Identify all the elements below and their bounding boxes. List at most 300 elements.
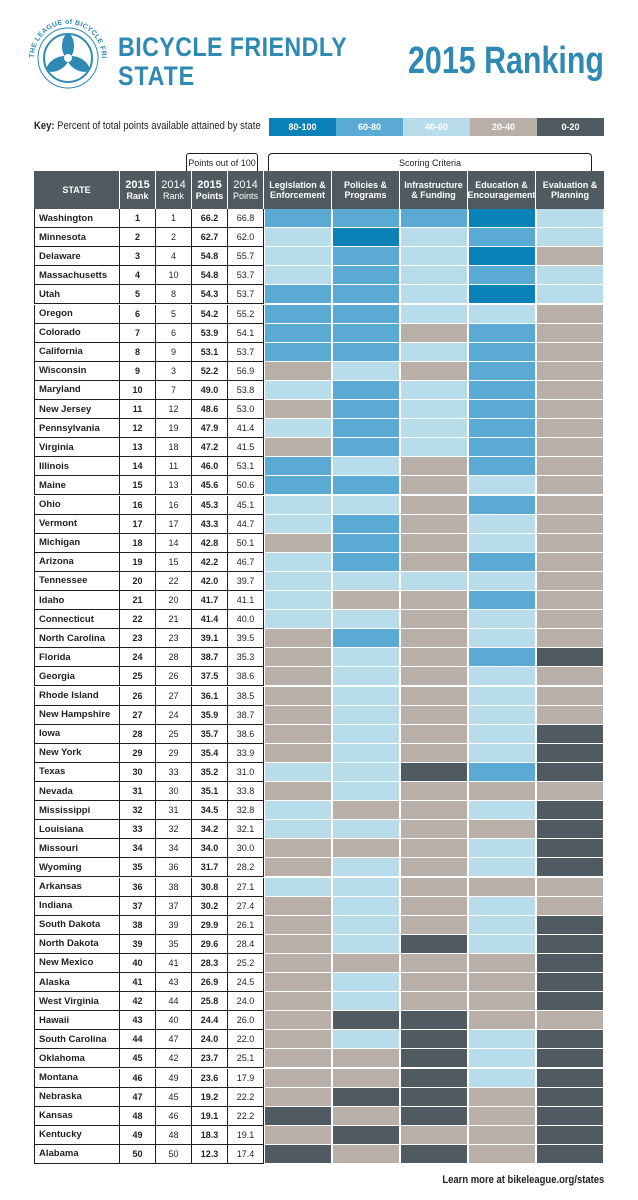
state-name: Illinois: [34, 457, 120, 476]
cell-rank2015: 6: [120, 305, 156, 324]
criteria-cell-3: [468, 209, 536, 228]
criteria-cell-2: [400, 228, 468, 247]
criteria-cell-0: [264, 839, 332, 858]
criteria-cell-4: [536, 515, 604, 534]
table-row: [34, 228, 604, 247]
criteria-cell-2: [400, 209, 468, 228]
criteria-cell-2: [400, 534, 468, 553]
table-row: [34, 438, 604, 457]
criteria-cell-4: [536, 305, 604, 324]
criteria-cell-0: [264, 266, 332, 285]
criteria-cell-4: [536, 457, 604, 476]
cell-pts2014: 62.0: [228, 228, 264, 247]
table-row: [34, 476, 604, 495]
cell-pts2015: 45.6: [192, 476, 228, 495]
cell-rank2014: 35: [156, 935, 192, 954]
cell-rank2014: 39: [156, 916, 192, 935]
cell-pts2014: 31.0: [228, 763, 264, 782]
cell-pts2014: 53.7: [228, 343, 264, 362]
state-name: South Dakota: [34, 916, 120, 935]
table-row: [34, 725, 604, 744]
criteria-cell-2: [400, 801, 468, 820]
cell-pts2015: 54.3: [192, 285, 228, 304]
criteria-cell-3: [468, 687, 536, 706]
criteria-cell-0: [264, 400, 332, 419]
cell-rank2015: 18: [120, 534, 156, 553]
cell-rank2014: 49: [156, 1069, 192, 1088]
criteria-cell-2: [400, 457, 468, 476]
criteria-cell-0: [264, 228, 332, 247]
cell-rank2014: 12: [156, 400, 192, 419]
criteria-cell-1: [332, 1088, 400, 1107]
criteria-cell-1: [332, 362, 400, 381]
cell-pts2014: 24.5: [228, 973, 264, 992]
state-name: Nevada: [34, 782, 120, 801]
criteria-cell-2: [400, 954, 468, 973]
table-row: [34, 496, 604, 515]
cell-pts2015: 62.7: [192, 228, 228, 247]
criteria-cell-1: [332, 496, 400, 515]
criteria-cell-4: [536, 343, 604, 362]
criteria-cell-0: [264, 515, 332, 534]
col-state: STATE: [34, 171, 120, 209]
cell-pts2014: 53.8: [228, 381, 264, 400]
criteria-cell-2: [400, 381, 468, 400]
criteria-cell-3: [468, 1145, 536, 1164]
cell-pts2015: 29.6: [192, 935, 228, 954]
cell-pts2014: 53.7: [228, 266, 264, 285]
cell-rank2014: 36: [156, 858, 192, 877]
criteria-cell-0: [264, 1126, 332, 1145]
criteria-cell-4: [536, 285, 604, 304]
criteria-cell-4: [536, 667, 604, 686]
cell-pts2014: 55.7: [228, 247, 264, 266]
cell-rank2014: 31: [156, 801, 192, 820]
criteria-cell-1: [332, 266, 400, 285]
criteria-cell-3: [468, 667, 536, 686]
criteria-group-header: Scoring Criteria: [268, 153, 592, 171]
criteria-cell-1: [332, 476, 400, 495]
criteria-cell-3: [468, 744, 536, 763]
criteria-cell-1: [332, 591, 400, 610]
cell-rank2014: 26: [156, 667, 192, 686]
state-name: Virginia: [34, 438, 120, 457]
cell-pts2014: 56.9: [228, 362, 264, 381]
cell-rank2014: 14: [156, 534, 192, 553]
cell-rank2015: 31: [120, 782, 156, 801]
criteria-cell-1: [332, 553, 400, 572]
table-row: [34, 954, 604, 973]
brand-title: [118, 34, 385, 90]
criteria-cell-4: [536, 858, 604, 877]
cell-rank2014: 28: [156, 648, 192, 667]
criteria-cell-4: [536, 839, 604, 858]
cell-pts2014: 38.6: [228, 725, 264, 744]
criteria-cell-2: [400, 744, 468, 763]
criteria-cell-3: [468, 381, 536, 400]
criteria-cell-1: [332, 247, 400, 266]
criteria-cell-1: [332, 687, 400, 706]
points-group-header: Points out of 100: [186, 153, 258, 171]
criteria-cell-2: [400, 247, 468, 266]
col-infrastructure: Infrastructure & Funding: [400, 171, 468, 209]
criteria-cell-2: [400, 438, 468, 457]
cell-rank2014: 2: [156, 228, 192, 247]
state-name: Nebraska: [34, 1088, 120, 1107]
cell-pts2014: 26.0: [228, 1011, 264, 1030]
criteria-cell-0: [264, 553, 332, 572]
cell-pts2015: 23.6: [192, 1069, 228, 1088]
state-name: New Jersey: [34, 400, 120, 419]
cell-rank2014: 17: [156, 515, 192, 534]
criteria-cell-4: [536, 496, 604, 515]
criteria-cell-0: [264, 744, 332, 763]
cell-rank2014: 16: [156, 496, 192, 515]
cell-rank2015: 4: [120, 266, 156, 285]
criteria-cell-3: [468, 400, 536, 419]
criteria-cell-1: [332, 763, 400, 782]
criteria-cell-3: [468, 858, 536, 877]
criteria-cell-4: [536, 591, 604, 610]
criteria-cell-1: [332, 1049, 400, 1068]
criteria-cell-3: [468, 1049, 536, 1068]
state-name: Maine: [34, 476, 120, 495]
criteria-cell-1: [332, 878, 400, 897]
criteria-cell-3: [468, 266, 536, 285]
criteria-cell-3: [468, 1011, 536, 1030]
table-row: [34, 1088, 604, 1107]
criteria-cell-2: [400, 782, 468, 801]
cell-pts2014: 38.7: [228, 706, 264, 725]
criteria-cell-4: [536, 992, 604, 1011]
cell-rank2015: 1: [120, 209, 156, 228]
table-row: [34, 1145, 604, 1164]
criteria-cell-1: [332, 706, 400, 725]
state-name: Connecticut: [34, 610, 120, 629]
state-name: Indiana: [34, 897, 120, 916]
criteria-cell-4: [536, 744, 604, 763]
cell-rank2014: 22: [156, 572, 192, 591]
criteria-cell-1: [332, 1069, 400, 1088]
cell-rank2014: 46: [156, 1107, 192, 1126]
criteria-cell-2: [400, 305, 468, 324]
cell-pts2014: 28.2: [228, 858, 264, 877]
criteria-cell-2: [400, 1088, 468, 1107]
cell-pts2014: 32.8: [228, 801, 264, 820]
table-row: [34, 1107, 604, 1126]
table-row: [34, 1030, 604, 1049]
criteria-cell-1: [332, 801, 400, 820]
cell-pts2015: 41.4: [192, 610, 228, 629]
cell-pts2015: 31.7: [192, 858, 228, 877]
cell-rank2015: 33: [120, 820, 156, 839]
cell-rank2015: 38: [120, 916, 156, 935]
cell-rank2015: 25: [120, 667, 156, 686]
criteria-cell-0: [264, 897, 332, 916]
criteria-cell-4: [536, 763, 604, 782]
cell-rank2015: 48: [120, 1107, 156, 1126]
criteria-cell-0: [264, 858, 332, 877]
criteria-cell-3: [468, 1107, 536, 1126]
state-name: Wisconsin: [34, 362, 120, 381]
criteria-cell-2: [400, 1069, 468, 1088]
criteria-cell-4: [536, 1049, 604, 1068]
state-name: Iowa: [34, 725, 120, 744]
table-row: [34, 1126, 604, 1145]
cell-pts2015: 54.8: [192, 247, 228, 266]
criteria-cell-4: [536, 381, 604, 400]
cell-rank2015: 7: [120, 324, 156, 343]
state-name: Georgia: [34, 667, 120, 686]
cell-pts2015: 37.5: [192, 667, 228, 686]
criteria-cell-2: [400, 324, 468, 343]
cell-pts2014: 39.7: [228, 572, 264, 591]
criteria-cell-4: [536, 935, 604, 954]
cell-rank2015: 32: [120, 801, 156, 820]
cell-pts2015: 35.9: [192, 706, 228, 725]
criteria-cell-0: [264, 247, 332, 266]
table-row: [34, 858, 604, 877]
cell-rank2014: 5: [156, 305, 192, 324]
cell-rank2014: 9: [156, 343, 192, 362]
criteria-cell-1: [332, 534, 400, 553]
criteria-cell-2: [400, 973, 468, 992]
cell-pts2014: 27.4: [228, 897, 264, 916]
criteria-cell-2: [400, 400, 468, 419]
criteria-cell-0: [264, 935, 332, 954]
state-name: Idaho: [34, 591, 120, 610]
criteria-cell-1: [332, 973, 400, 992]
criteria-cell-0: [264, 1145, 332, 1164]
table-row: [34, 935, 604, 954]
criteria-cell-4: [536, 266, 604, 285]
criteria-cell-3: [468, 247, 536, 266]
criteria-cell-1: [332, 209, 400, 228]
table-row: [34, 515, 604, 534]
cell-pts2014: 38.5: [228, 687, 264, 706]
criteria-cell-2: [400, 1030, 468, 1049]
col-points-2014: 2014 Points: [228, 171, 264, 209]
criteria-cell-2: [400, 648, 468, 667]
cell-rank2015: 45: [120, 1049, 156, 1068]
table-row: [34, 610, 604, 629]
criteria-cell-2: [400, 343, 468, 362]
criteria-cell-0: [264, 725, 332, 744]
cell-rank2014: 43: [156, 973, 192, 992]
cell-pts2014: 22.2: [228, 1088, 264, 1107]
criteria-cell-0: [264, 476, 332, 495]
state-name: Colorado: [34, 324, 120, 343]
criteria-cell-1: [332, 343, 400, 362]
criteria-cell-1: [332, 992, 400, 1011]
criteria-cell-3: [468, 591, 536, 610]
cell-rank2014: 45: [156, 1088, 192, 1107]
cell-rank2015: 5: [120, 285, 156, 304]
criteria-cell-3: [468, 782, 536, 801]
cell-pts2014: 45.1: [228, 496, 264, 515]
cell-rank2014: 29: [156, 744, 192, 763]
cell-pts2015: 43.3: [192, 515, 228, 534]
criteria-cell-3: [468, 534, 536, 553]
table-row: [34, 362, 604, 381]
criteria-cell-2: [400, 285, 468, 304]
key-swatch-60-80: 60-80: [336, 118, 403, 136]
cell-pts2014: 22.2: [228, 1107, 264, 1126]
criteria-cell-1: [332, 285, 400, 304]
criteria-cell-4: [536, 476, 604, 495]
criteria-cell-3: [468, 897, 536, 916]
state-name: Alaska: [34, 973, 120, 992]
criteria-cell-3: [468, 553, 536, 572]
criteria-cell-3: [468, 515, 536, 534]
cell-pts2015: 42.0: [192, 572, 228, 591]
criteria-cell-4: [536, 247, 604, 266]
criteria-cell-0: [264, 1069, 332, 1088]
cell-rank2015: 14: [120, 457, 156, 476]
state-name: Alabama: [34, 1145, 120, 1164]
cell-rank2015: 20: [120, 572, 156, 591]
cell-pts2014: 38.6: [228, 667, 264, 686]
state-name: Vermont: [34, 515, 120, 534]
state-name: Massachusetts: [34, 266, 120, 285]
state-name: Montana: [34, 1069, 120, 1088]
criteria-cell-4: [536, 629, 604, 648]
footer-link-text: Learn more at bikeleague.org/states: [442, 1174, 604, 1186]
criteria-cell-0: [264, 801, 332, 820]
criteria-cell-3: [468, 1126, 536, 1145]
table-row: [34, 667, 604, 686]
table-row: [34, 782, 604, 801]
criteria-cell-3: [468, 763, 536, 782]
criteria-cell-4: [536, 1030, 604, 1049]
table-row: [34, 1069, 604, 1088]
criteria-cell-3: [468, 1069, 536, 1088]
cell-pts2014: 25.2: [228, 954, 264, 973]
criteria-cell-4: [536, 954, 604, 973]
state-name: Utah: [34, 285, 120, 304]
cell-rank2015: 12: [120, 419, 156, 438]
criteria-cell-4: [536, 782, 604, 801]
table-row: [34, 572, 604, 591]
state-name: Pennsylvania: [34, 419, 120, 438]
criteria-cell-2: [400, 362, 468, 381]
criteria-cell-2: [400, 878, 468, 897]
key-text: [34, 120, 261, 132]
criteria-cell-3: [468, 343, 536, 362]
criteria-cell-0: [264, 324, 332, 343]
table-row: [34, 324, 604, 343]
cell-pts2015: 26.9: [192, 973, 228, 992]
table-row: [34, 897, 604, 916]
cell-rank2014: 18: [156, 438, 192, 457]
key-swatch-20-40: 20-40: [470, 118, 537, 136]
criteria-cell-0: [264, 534, 332, 553]
cell-pts2015: 35.7: [192, 725, 228, 744]
criteria-cell-4: [536, 610, 604, 629]
cell-rank2014: 13: [156, 476, 192, 495]
state-name: Maryland: [34, 381, 120, 400]
cell-rank2014: 19: [156, 419, 192, 438]
state-name: North Carolina: [34, 629, 120, 648]
cell-rank2015: 3: [120, 247, 156, 266]
criteria-cell-3: [468, 992, 536, 1011]
criteria-cell-2: [400, 266, 468, 285]
state-name: Missouri: [34, 839, 120, 858]
cell-pts2015: 35.4: [192, 744, 228, 763]
criteria-cell-0: [264, 381, 332, 400]
cell-pts2014: 53.0: [228, 400, 264, 419]
cell-rank2015: 36: [120, 878, 156, 897]
criteria-cell-3: [468, 629, 536, 648]
criteria-cell-1: [332, 916, 400, 935]
cell-pts2014: 30.0: [228, 839, 264, 858]
cell-pts2014: 35.3: [228, 648, 264, 667]
criteria-cell-2: [400, 858, 468, 877]
cell-pts2014: 24.0: [228, 992, 264, 1011]
cell-rank2015: 10: [120, 381, 156, 400]
criteria-cell-3: [468, 362, 536, 381]
cell-pts2014: 22.0: [228, 1030, 264, 1049]
cell-rank2014: 27: [156, 687, 192, 706]
criteria-cell-1: [332, 744, 400, 763]
criteria-cell-3: [468, 305, 536, 324]
criteria-cell-0: [264, 457, 332, 476]
cell-rank2014: 4: [156, 247, 192, 266]
state-name: Hawaii: [34, 1011, 120, 1030]
cell-rank2014: 7: [156, 381, 192, 400]
cell-pts2015: 66.2: [192, 209, 228, 228]
criteria-cell-1: [332, 419, 400, 438]
table-row: [34, 419, 604, 438]
cell-rank2015: 44: [120, 1030, 156, 1049]
cell-rank2014: 34: [156, 839, 192, 858]
cell-rank2014: 6: [156, 324, 192, 343]
cell-rank2014: 1: [156, 209, 192, 228]
state-name: Kansas: [34, 1107, 120, 1126]
cell-rank2014: 48: [156, 1126, 192, 1145]
col-policies: Policies & Programs: [332, 171, 400, 209]
criteria-cell-4: [536, 534, 604, 553]
cell-rank2014: 25: [156, 725, 192, 744]
criteria-cell-1: [332, 839, 400, 858]
criteria-cell-2: [400, 706, 468, 725]
cell-pts2015: 24.4: [192, 1011, 228, 1030]
criteria-cell-1: [332, 1107, 400, 1126]
state-name: Arkansas: [34, 878, 120, 897]
criteria-cell-1: [332, 897, 400, 916]
criteria-cell-1: [332, 648, 400, 667]
criteria-cell-4: [536, 438, 604, 457]
criteria-cell-0: [264, 973, 332, 992]
state-name: Delaware: [34, 247, 120, 266]
table-row: [34, 400, 604, 419]
criteria-cell-0: [264, 362, 332, 381]
cell-rank2015: 49: [120, 1126, 156, 1145]
criteria-cell-3: [468, 1088, 536, 1107]
key-label: Key:: [34, 120, 55, 132]
cell-rank2015: 37: [120, 897, 156, 916]
table-row: [34, 878, 604, 897]
cell-pts2015: 47.2: [192, 438, 228, 457]
key-swatch-80-100: 80-100: [269, 118, 336, 136]
criteria-cell-1: [332, 305, 400, 324]
state-name: New Mexico: [34, 954, 120, 973]
criteria-cell-3: [468, 496, 536, 515]
criteria-cell-2: [400, 1049, 468, 1068]
state-name: Rhode Island: [34, 687, 120, 706]
cell-pts2014: 39.5: [228, 629, 264, 648]
cell-rank2015: 27: [120, 706, 156, 725]
